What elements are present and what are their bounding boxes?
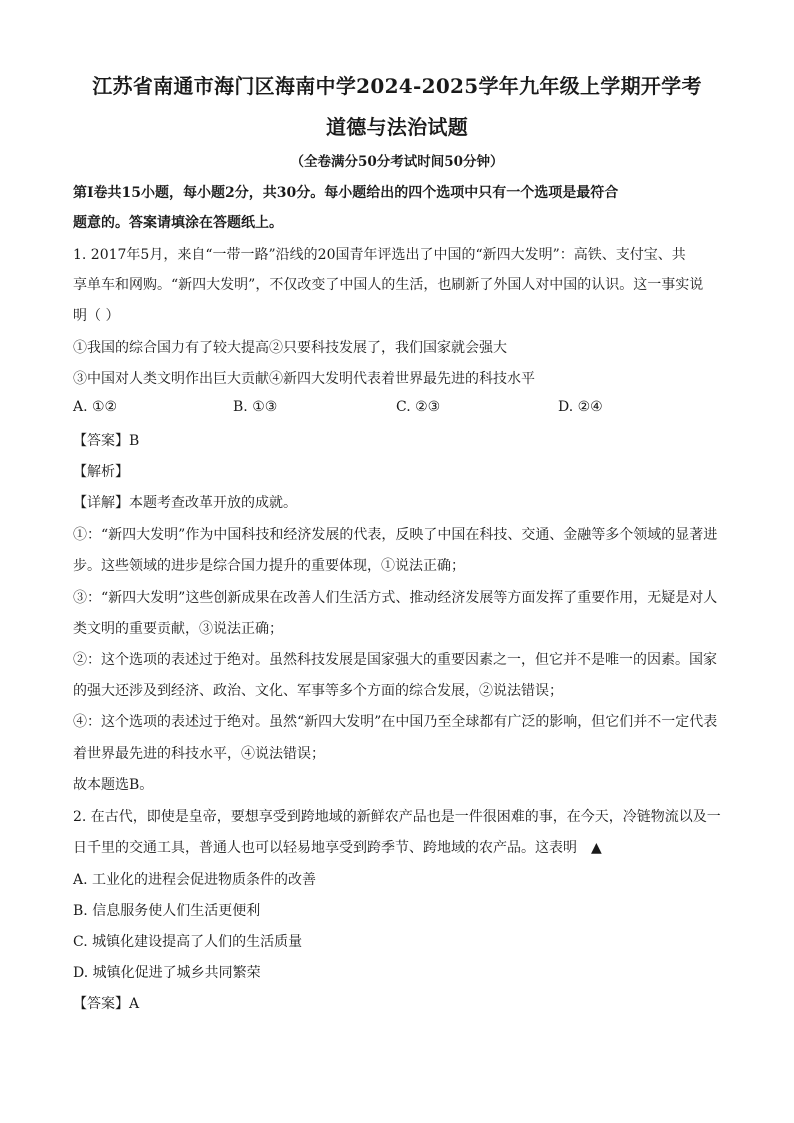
q1-analysis-label: 【解析】 bbox=[73, 464, 129, 480]
q1-explanation-3-line-1: ③：“新四大发明”这些创新成果在改善人们生活方式、推动经济发展等方面发挥了重要作用，无疑是对人 bbox=[73, 590, 718, 606]
exam-subtitle: （全卷满分50分考试时间50分钟） bbox=[290, 154, 504, 170]
q1-option-b: B. ①③ bbox=[233, 399, 278, 415]
q1-option-a: A. ①② bbox=[73, 399, 118, 415]
q2-answer: 【答案】A bbox=[73, 996, 140, 1012]
instructions-line-2: 题意的。答案请填涂在答题纸上。 bbox=[73, 215, 283, 231]
q2-option-b: B. 信息服务使人们生活更便利 bbox=[73, 903, 261, 919]
q2-option-d: D. 城镇化促进了城乡共同繁荣 bbox=[73, 965, 261, 981]
q1-stem-line-1: 1. 2017年5月，来自“一带一路”沿线的20国青年评选出了中国的“新四大发明”：高铁、支付宝、共 bbox=[73, 247, 686, 263]
exam-title-line-2: 道德与法治试题 bbox=[325, 115, 469, 139]
q1-statements-line-2: ③中国对人类文明作出巨大贡献④新四大发明代表着世界最先进的科技水平 bbox=[73, 371, 535, 387]
instructions-line-1: 第Ⅰ卷共15小题，每小题2分，共30分。每小题给出的四个选项中只有一个选项是最符合 bbox=[73, 185, 619, 201]
q1-explanation-1-line-2: 步。这些领域的进步是综合国力提升的重要体现，①说法正确； bbox=[73, 558, 465, 574]
q2-option-a: A. 工业化的进程会促进物质条件的改善 bbox=[73, 872, 317, 888]
q2-stem-line-1: 2. 在古代，即使是皇帝，要想享受到跨地域的新鲜农产品也是一件很困难的事，在今天，冷链物流以及一 bbox=[73, 809, 721, 825]
q2-stem-text: 日千里的交通工具，普通人也可以轻易地享受到跨季节、跨地域的农产品。这表明 bbox=[73, 840, 577, 856]
q1-detail-line: 【详解】本题考查改革开放的成就。 bbox=[73, 495, 297, 511]
q1-option-c: C. ②③ bbox=[396, 399, 441, 415]
q1-explanation-2-line-2: 的强大还涉及到经济、政治、文化、军事等多个方面的综合发展，②说法错误； bbox=[73, 683, 563, 699]
q1-explanation-3-line-2: 类文明的重要贡献，③说法正确； bbox=[73, 621, 283, 637]
q1-conclusion: 故本题选B。 bbox=[73, 777, 154, 793]
exam-title-line-1: 江苏省南通市海门区海南中学2024-2025学年九年级上学期开学考 bbox=[92, 74, 702, 98]
answer-blank-marker-icon: ▲ bbox=[591, 840, 602, 856]
q1-explanation-2-line-1: ②：这个选项的表述过于绝对。虽然科技发展是国家强大的重要因素之一，但它并不是唯一的因素。国家 bbox=[73, 652, 717, 668]
q1-option-d: D. ②④ bbox=[558, 399, 603, 415]
q1-explanation-4-line-1: ④：这个选项的表述过于绝对。虽然“新四大发明”在中国乃至全球都有广泛的影响，但它们并不一定代表 bbox=[73, 714, 718, 730]
q1-explanation-4-line-2: 着世界最先进的科技水平，④说法错误； bbox=[73, 746, 325, 762]
q1-stem-line-2: 享单车和网购。“新四大发明”，不仅改变了中国人的生活，也刷新了外国人对中国的认识。这一事实说 bbox=[73, 277, 704, 293]
q1-answer: 【答案】B bbox=[73, 433, 140, 449]
q2-stem-line-2 bbox=[73, 837, 602, 857]
q2-option-c: C. 城镇化建设提高了人们的生活质量 bbox=[73, 934, 303, 950]
q1-stem-line-3: 明（ ） bbox=[73, 308, 120, 324]
q1-statements-line-1: ①我国的综合国力有了较大提高②只要科技发展了，我们国家就会强大 bbox=[73, 340, 507, 356]
q1-explanation-1-line-1: ①：“新四大发明”作为中国科技和经济发展的代表，反映了中国在科技、交通、金融等多个领域的显著进 bbox=[73, 527, 718, 543]
